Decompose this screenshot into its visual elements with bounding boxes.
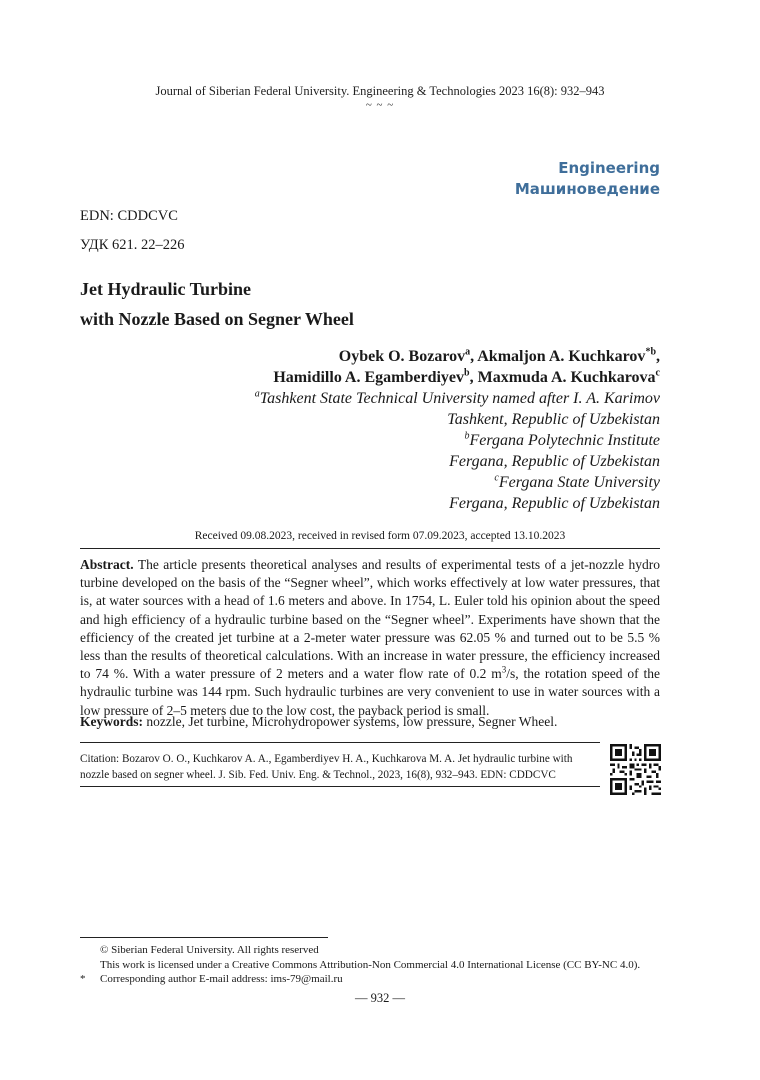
footnotes <box>80 943 680 987</box>
section-label-ru: Машиноведение <box>514 180 660 198</box>
author-sup: c <box>655 367 660 379</box>
edn-code: EDN: CDDCVC <box>80 208 178 224</box>
section-label <box>515 158 660 200</box>
affiliation-org-text: Tashkent State Technical University named after I. A. Karimov <box>259 390 660 407</box>
affiliation-sup: a <box>254 388 260 400</box>
citation-top-rule <box>80 742 600 743</box>
author-sup: a <box>465 346 471 358</box>
footnote-corresponding <box>80 972 680 987</box>
header-tilde: ~ ~ ~ <box>365 99 395 111</box>
author-line-1 <box>273 346 660 367</box>
footnote-corresponding-text: Corresponding author E-mail address: ims-79@mail.ru <box>100 973 343 986</box>
citation-bottom-rule <box>80 786 600 787</box>
page-number: — 932 — <box>355 991 405 1005</box>
affiliation-org <box>255 430 660 451</box>
author-line-2 <box>273 367 660 388</box>
affiliation-org <box>255 472 660 493</box>
affiliation-org-text: Fergana Polytechnic Institute <box>469 432 660 449</box>
author-list <box>273 346 660 388</box>
paper-title <box>80 274 354 334</box>
abstract-label: Abstract. <box>80 557 134 572</box>
affiliation-list <box>255 388 660 514</box>
received-dates: Received 09.08.2023, received in revised form 07.09.2023, accepted 13.10.2023 <box>194 530 566 542</box>
qr-code-icon <box>610 744 661 795</box>
author-sup: *b <box>645 346 656 358</box>
citation: Citation: Bozarov O. O., Kuchkarov A. A., Egamberdiyev H. A., Kuchkarova M. A. Jet hydraulic turbine with nozzle based on segner wheel. J. Sib. Fed. Univ. Eng. & Technol., 2023, 16(8), 932–943. EDN: CDDCVC <box>80 753 573 781</box>
affiliation-place: Tashkent, Republic of Uzbekistan <box>447 411 660 428</box>
author-name: Oybek O. Bozarov <box>338 348 466 365</box>
footnote-license: This work is licensed under a Creative Commons Attribution-Non Commercial 4.0 International License (CC BY-NC 4.0). <box>100 958 641 971</box>
author-name: Akmaljon A. Kuchkarov <box>477 348 646 365</box>
udk-code: УДК 621. 22–226 <box>80 237 185 253</box>
author-name: Maxmuda A. Kuchkarova <box>477 369 656 386</box>
title-line-2: with Nozzle Based on Segner Wheel <box>80 309 354 329</box>
affiliation-place: Fergana, Republic of Uzbekistan <box>449 453 660 470</box>
journal-header: Journal of Siberian Federal University. Engineering & Technologies 2023 16(8): 932–943 <box>155 84 605 98</box>
affiliation-place: Fergana, Republic of Uzbekistan <box>449 495 660 512</box>
keywords <box>80 714 660 730</box>
author-sup: b <box>464 367 470 379</box>
footnote-copyright: © Siberian Federal University. All rights reserved <box>100 944 319 956</box>
affiliation-sup: b <box>464 430 470 442</box>
keywords-text: nozzle, Jet turbine, Microhydropower systems, low pressure, Segner Wheel. <box>143 714 558 729</box>
abstract-sup: 3 <box>501 664 507 675</box>
abstract-top-rule <box>80 548 660 549</box>
affiliation-org <box>255 388 660 409</box>
keywords-label: Keywords: <box>80 714 143 729</box>
abstract <box>80 556 660 720</box>
author-separator: , <box>656 348 660 365</box>
affiliation-org-text: Fergana State University <box>498 474 660 491</box>
title-line-1: Jet Hydraulic Turbine <box>80 279 252 299</box>
abstract-text: The article presents theoretical analyses and results of experimental tests of a jet-nozzle hydro turbine developed on the basis of the “Segner wheel”, which works effectively at low water pressures, that is, at water sources with a head of 1.6 meters and above. In 1754, L. Euler told his opinion about the speed and high efficiency of a hydraulic turbine based on the “Segner wheel”. Experiments have shown that the efficiency of the created jet turbine at a 2-meter water pressure was 62.05 % and turned out to be 5.5 % less than the results of theoretical calculations. With an increase in water pressure, the efficiency increased to 74 %. With a water pressure of 2 meters and a water flow rate of 0.2 m <box>80 557 660 682</box>
abstract-text-cont: /s, the rotation speed of the hydraulic turbine was 144 rpm. Such hydraulic turbines are very convenient to use in water sources with a low pressure of 2–5 meters due to the low cost, the payback period is small. <box>80 666 660 718</box>
section-label-en: Engineering <box>558 159 660 177</box>
footnote-rule <box>80 937 328 938</box>
affiliation-sup: c <box>494 472 499 484</box>
author-name: Hamidillo A. Egamberdiyev <box>273 369 465 386</box>
footnote-asterisk: * <box>80 973 86 986</box>
author-separator: , <box>469 369 478 386</box>
author-separator: , <box>470 348 478 365</box>
